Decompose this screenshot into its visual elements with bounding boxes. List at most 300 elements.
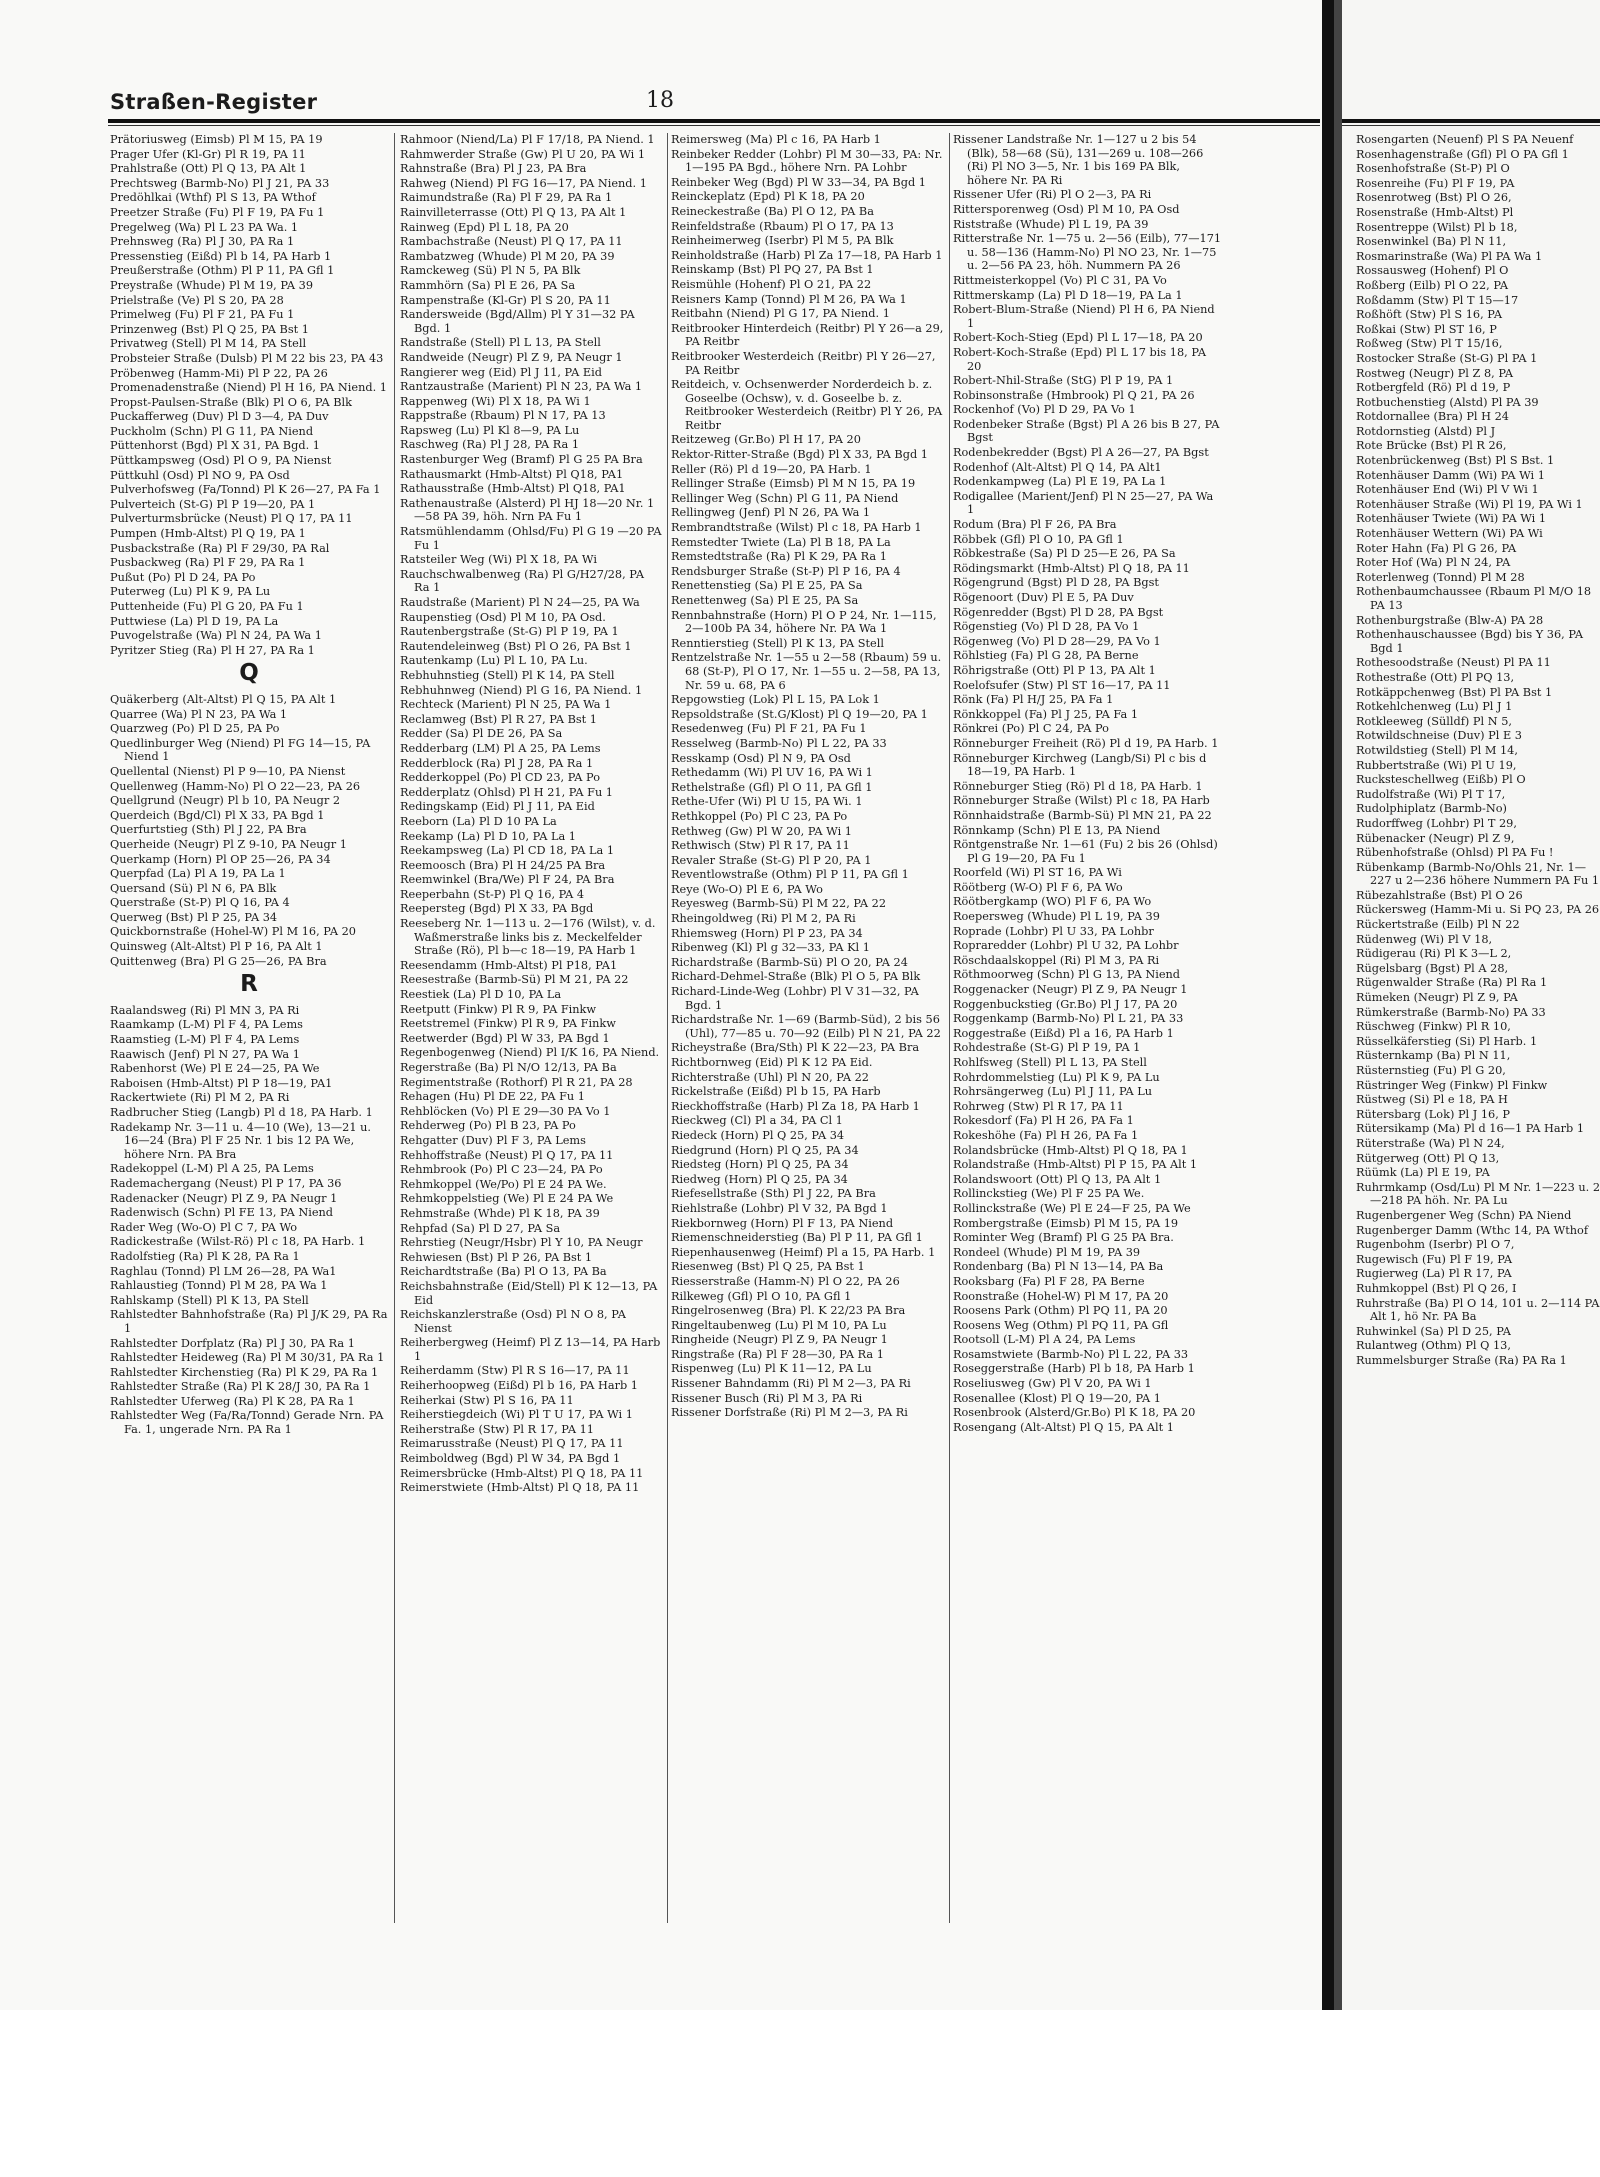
street-entry: Quersand (Sü) Pl N 6, PA Blk [110, 881, 277, 895]
street-entry: Rauchschwalbenweg (Ra) Pl G/H27/28, PA Ra 1 [400, 567, 645, 595]
street-entry: Reimarusstraße (Neust) Pl Q 17, PA 11 [400, 1437, 624, 1451]
street-entry: Rümeken (Neugr) Pl Z 9, PA [1356, 991, 1518, 1005]
street-entry: Puvogelstraße (Wa) Pl N 24, PA Wa 1 [110, 629, 322, 643]
street-entry: Rotenbrückenweg (Bst) Pl S Bst. 1 [1356, 454, 1555, 468]
street-entry: Raboisen (Hmb-Altst) Pl P 18—19, PA1 [110, 1076, 333, 1090]
street-entry: Riepenhausenweg (Heimf) Pl a 15, PA Harb. 1 [671, 1245, 936, 1259]
street-entry: Rispenweg (Lu) Pl K 11—12, PA Lu [671, 1362, 872, 1376]
street-entry: Rossausweg (Hohenf) Pl O [1356, 264, 1509, 278]
street-entry: Pußut (Po) Pl D 24, PA Po [110, 570, 256, 584]
street-entry: Rahlstedter Uferweg (Ra) Pl K 28, PA Ra 1 [110, 1394, 355, 1408]
street-entry: Rokesdorf (Fa) Pl H 26, PA Fa 1 [953, 1114, 1134, 1128]
street-entry: Rosmarinstraße (Wa) Pl PA Wa 1 [1356, 249, 1543, 263]
street-entry: Rüdenweg (Wi) Pl V 18, [1356, 932, 1493, 946]
street-entry: Promenadenstraße (Niend) Pl H 16, PA Niend. 1 [110, 381, 387, 395]
street-entry: Pregelweg (Wa) Pl L 23 PA Wa. 1 [110, 220, 299, 234]
street-entry: Reyesweg (Barmb-Sü) Pl M 22, PA 22 [671, 897, 887, 911]
street-entry: Rehmbrook (Po) Pl C 23—24, PA Po [400, 1163, 603, 1177]
street-entry: Roggenkamp (Barmb-No) Pl L 21, PA 33 [953, 1012, 1184, 1026]
street-entry: Rothesoodstraße (Neust) Pl PA 11 [1356, 656, 1551, 670]
street-entry: Renettenstieg (Sa) Pl E 25, PA Sa [671, 579, 863, 593]
street-entry: Riekbornweg (Horn) Pl F 13, PA Niend [671, 1216, 894, 1230]
street-entry: Rautenkamp (Lu) Pl L 10, PA Lu. [400, 654, 588, 668]
street-entry: Rohrweg (Stw) Pl R 17, PA 11 [953, 1099, 1124, 1113]
street-entry: Ruhrmkamp (Osd/Lu) Pl M Nr. 1—223 u. 2—218 PA höh. Nr. PA Lu [1356, 1180, 1600, 1208]
street-entry: Pulverteich (St-G) Pl P 19—20, PA 1 [110, 497, 316, 511]
street-entry: Richard-Dehmel-Straße (Blk) Pl O 5, PA Blk [671, 970, 921, 984]
street-entry: Rönneburger Freiheit (Rö) Pl d 19, PA Harb. 1 [953, 736, 1219, 750]
street-entry: Rübenhofstraße (Ohlsd) Pl PA Fu ! [1356, 846, 1554, 860]
street-entry: Röhrigstraße (Ott) Pl P 13, PA Alt 1 [953, 663, 1156, 677]
street-entry: Püttenhorst (Bgd) Pl X 31, PA Bgd. 1 [110, 439, 320, 453]
street-entry: Röbbek (Gfl) Pl O 10, PA Gfl 1 [953, 532, 1124, 546]
street-entry: Prehnsweg (Ra) Pl J 30, PA Ra 1 [110, 235, 295, 249]
street-entry: Rennbahnstraße (Horn) Pl O P 24, Nr. 1—115, 2—100b PA 34, höhere Nr. PA Wa 1 [671, 608, 937, 636]
street-entry: Rittersporenweg (Osd) Pl M 10, PA Osd [953, 202, 1180, 216]
street-entry: Rüstringer Weg (Finkw) Pl Finkw [1356, 1078, 1548, 1092]
column-divider [949, 133, 950, 1923]
street-entry: Remstedtstraße (Ra) Pl K 29, PA Ra 1 [671, 550, 887, 564]
street-entry: Rahlstedter Heideweg (Ra) Pl M 30/31, PA Ra 1 [110, 1351, 385, 1365]
street-entry: Reichskanzlerstraße (Osd) Pl N O 8, PA Nienst [400, 1308, 626, 1335]
street-entry: Rotenhäuser Wettern (Wi) PA Wi [1356, 527, 1543, 541]
street-entry: Pulverturmsbrücke (Neust) Pl Q 17, PA 11 [110, 512, 353, 526]
street-entry: Roßkai (Stw) Pl ST 16, P [1356, 322, 1497, 336]
street-entry: Rosenwinkel (Ba) Pl N 11, [1356, 235, 1507, 249]
street-entry: Rammhörn (Sa) Pl E 26, PA Sa [400, 278, 576, 292]
street-entry: Randweide (Neugr) Pl Z 9, PA Neugr 1 [400, 350, 623, 364]
street-entry: Reeperbahn (St-P) Pl Q 16, PA 4 [400, 887, 585, 901]
street-entry: Radekoppel (L-M) Pl A 25, PA Lems [110, 1162, 314, 1176]
street-entry: Reimboldweg (Bgd) Pl W 34, PA Bgd 1 [400, 1452, 621, 1466]
street-entry: Rondenbarg (Ba) Pl N 13—14, PA Ba [953, 1260, 1164, 1274]
street-entry: Renntierstieg (Stell) Pl K 13, PA Stell [671, 636, 884, 650]
street-entry: Redderblock (Ra) Pl J 28, PA Ra 1 [400, 756, 594, 770]
street-entry: Rögenredder (Bgst) Pl D 28, PA Bgst [953, 605, 1164, 619]
street-entry: Rögenweg (Vo) Pl D 28—29, PA Vo 1 [953, 634, 1161, 648]
street-entry: Reekampsweg (La) Pl CD 18, PA La 1 [400, 844, 615, 858]
street-entry: Redingskamp (Eid) Pl J 11, PA Eid [400, 800, 595, 814]
street-entry: Rehmkoppelstieg (We) Pl E 24 PA We [400, 1192, 614, 1206]
street-entry: Rackertwiete (Ri) Pl M 2, PA Ri [110, 1091, 290, 1105]
street-entry: Rieckweg (Cl) Pl a 34, PA Cl 1 [671, 1114, 843, 1128]
street-entry: Preußerstraße (Othm) Pl P 11, PA Gfl 1 [110, 264, 335, 278]
register-column-2 [400, 133, 663, 2003]
street-entry: Rellingweg (Jenf) Pl N 26, PA Wa 1 [671, 506, 871, 520]
street-entry: Raamstieg (L-M) Pl F 4, PA Lems [110, 1033, 300, 1047]
street-entry: Renettenweg (Sa) Pl E 25, PA Sa [671, 594, 859, 607]
street-entry: Roter Hahn (Fa) Pl G 26, PA [1356, 541, 1517, 555]
street-entry: Richterstraße (Uhl) Pl N 20, PA 22 [671, 1070, 869, 1084]
street-entry: Redderbarg (LM) Pl A 25, PA Lems [400, 741, 601, 755]
street-entry: Rönneburger Stieg (Rö) Pl d 18, PA Harb. 1 [953, 779, 1203, 793]
street-entry: Ringeltaubenweg (Lu) Pl M 10, PA Lu [671, 1318, 887, 1332]
street-entry: Robert-Koch-Straße (Epd) Pl L 17 bis 18, PA 20 [953, 345, 1207, 373]
street-entry: Röötbergkamp (WO) Pl F 6, PA Wo [953, 895, 1152, 909]
street-entry: Prätoriusweg (Eimsb) Pl M 15, PA 19 [110, 133, 323, 146]
street-entry: Rohrsängerweg (Lu) Pl J 11, PA Lu [953, 1085, 1153, 1099]
street-entry: Rugenbergener Weg (Schn) PA Niend [1356, 1208, 1572, 1222]
street-entry: Pumpen (Hmb-Altst) Pl Q 19, PA 1 [110, 527, 306, 541]
street-entry: Rehgatter (Duv) Pl F 3, PA Lems [400, 1133, 586, 1147]
street-entry: Rödingsmarkt (Hmb-Altst) Pl Q 18, PA 11 [953, 561, 1190, 575]
street-entry: Roseggerstraße (Harb) Pl b 18, PA Harb 1 [953, 1362, 1195, 1376]
street-entry: Rampenstraße (Kl-Gr) Pl S 20, PA 11 [400, 293, 611, 307]
street-entry: Ringheide (Neugr) Pl Z 9, PA Neugr 1 [671, 1333, 888, 1347]
street-entry: Puckholm (Schn) Pl G 11, PA Niend [110, 424, 314, 438]
street-entry: Rögengrund (Bgst) Pl D 28, PA Bgst [953, 576, 1159, 590]
street-entry: Rudolfstraße (Wi) Pl T 17, [1356, 787, 1506, 801]
street-entry: Rönk (Fa) Pl H/J 25, PA Fa 1 [953, 693, 1114, 707]
street-entry: Rathenaustraße (Alsterd) Pl HJ 18—20 Nr. 1—58 PA 39, höh. Nrn PA Fu 1 [400, 496, 655, 524]
street-entry: Rechteck (Marient) Pl N 25, PA Wa 1 [400, 698, 612, 712]
street-entry: Rodenhof (Alt-Altst) Pl Q 14, PA Alt1 [953, 460, 1162, 474]
street-entry: Redder (Sa) Pl DE 26, PA Sa [400, 727, 563, 741]
street-entry: Pulverhofsweg (Fa/Tonnd) Pl K 26—27, PA Fa 1 [110, 483, 381, 497]
street-entry: Reye (Wo-O) Pl E 6, PA Wo [671, 882, 823, 896]
street-entry: Rodenbekredder (Bgst) Pl A 26—27, PA Bgst [953, 446, 1209, 460]
street-entry: Rosenhofstraße (St-P) Pl O [1356, 162, 1510, 176]
street-entry: Rathausstraße (Hmb-Altst) Pl Q18, PA1 [400, 482, 626, 496]
street-entry: Rotdornstieg (Alstd) Pl J [1356, 424, 1496, 438]
street-entry: Rellinger Straße (Eimsb) Pl M N 15, PA 19 [671, 477, 916, 491]
street-entry: Remstedter Twiete (La) Pl B 18, PA La [671, 535, 891, 549]
street-entry: Quellgrund (Neugr) Pl b 10, PA Neugr 2 [110, 794, 341, 808]
street-entry: Raghlau (Tonnd) Pl LM 26—28, PA Wa1 [110, 1264, 337, 1278]
street-entry: Quellental (Nienst) Pl P 9—10, PA Nienst [110, 764, 346, 778]
street-entry: Raupenstieg (Osd) Pl M 10, PA Osd. [400, 610, 606, 624]
street-entry: Ramckeweg (Sü) Pl N 5, PA Blk [400, 264, 581, 278]
street-entry: Rotbergfeld (Rö) Pl d 19, P [1356, 381, 1511, 395]
street-entry: Rostocker Straße (St-G) Pl PA 1 [1356, 351, 1538, 365]
street-entry: Resselweg (Barmb-No) Pl L 22, PA 33 [671, 736, 887, 750]
street-entry: Reisners Kamp (Tonnd) Pl M 26, PA Wa 1 [671, 292, 907, 306]
street-entry: Rolandsbrücke (Hmb-Altst) Pl Q 18, PA 1 [953, 1143, 1188, 1157]
street-entry: Rissener Landstraße Nr. 1—127 u 2 bis 54 (Blk), 58—68 (Sü), 131—269 u. 108—266 (Ri) Pl NO 3—5, Nr. 1 bis 169 PA Blk, höhere Nr. PA Ri [953, 133, 1204, 187]
street-entry: Rhiemsweg (Horn) Pl P 23, PA 34 [671, 926, 863, 940]
street-entry: Reinbeker Redder (Lohbr) Pl M 30—33, PA: Nr. 1—195 PA Bgd., höhere Nrn. PA Lohbr [671, 147, 943, 175]
street-entry: Raawisch (Jenf) Pl N 27, PA Wa 1 [110, 1047, 300, 1061]
street-entry: Reiherstiegdeich (Wi) Pl T U 17, PA Wi 1 [400, 1408, 633, 1422]
street-entry: Rollinckstraße (We) Pl E 24—F 25, PA We [953, 1201, 1191, 1215]
street-entry: Rominter Weg (Bramf) Pl G 25 PA Bra. [953, 1231, 1174, 1245]
street-entry: Reinbeker Weg (Bgd) Pl W 33—34, PA Bgd 1 [671, 175, 926, 189]
street-entry: Roterlenweg (Tonnd) Pl M 28 [1356, 570, 1525, 584]
street-entry: Ruhwinkel (Sa) Pl D 25, PA [1356, 1324, 1511, 1338]
street-entry: Rautenbergstraße (St-G) Pl P 19, PA 1 [400, 625, 619, 639]
street-entry: Rüsternstieg (Fu) Pl G 20, [1356, 1064, 1506, 1077]
page-header-title: Straßen-Register [110, 90, 318, 114]
street-entry: Rotwildschneise (Duv) Pl E 3 [1356, 729, 1522, 743]
street-entry: Reiherstraße (Stw) Pl R 17, PA 11 [400, 1422, 594, 1436]
street-entry: Querheide (Neugr) Pl Z 9-10, PA Neugr 1 [110, 837, 347, 851]
street-entry: Quinsweg (Alt-Altst) Pl P 16, PA Alt 1 [110, 940, 323, 954]
street-entry: Pröbenweg (Hamm-Mi) Pl P 22, PA 26 [110, 366, 328, 380]
street-entry: Quedlinburger Weg (Niend) Pl FG 14—15, PA Niend 1 [110, 736, 371, 764]
street-entry: Roepersweg (Whude) Pl L 19, PA 39 [953, 910, 1160, 924]
street-entry: Rote Brücke (Bst) Pl R 26, [1356, 439, 1507, 453]
street-entry: Rooksbarg (Fa) Pl F 28, PA Berne [953, 1274, 1145, 1288]
header-rule-thick [1342, 119, 1600, 123]
street-entry: Rethedamm (Wi) Pl UV 16, PA Wi 1 [671, 766, 873, 780]
street-entry: Rissener Busch (Ri) Pl M 3, PA Ri [671, 1391, 863, 1405]
street-entry: Rotkehlchenweg (Lu) Pl J 1 [1356, 700, 1513, 714]
street-entry: Reineckestraße (Ba) Pl O 12, PA Ba [671, 204, 874, 218]
register-column-3 [671, 133, 946, 2003]
street-entry: Ruhrstraße (Ba) Pl O 14, 101 u. 2—114 PA Alt 1, hö Nr. PA Ba [1356, 1296, 1600, 1324]
street-entry: Rüsselkäferstieg (Si) Pl Harb. 1 [1356, 1034, 1538, 1048]
street-entry: Rehblöcken (Vo) Pl E 29—30 PA Vo 1 [400, 1104, 611, 1118]
street-entry: Rübenkamp (Barmb-No/Ohls 21, Nr. 1—227 u 2—236 höhere Nummern PA Fu 1 [1356, 860, 1600, 888]
street-entry: Ringelrosenweg (Bra) Pl. K 22/23 PA Bra [671, 1304, 906, 1318]
street-entry: Roosens Park (Othm) Pl PQ 11, PA 20 [953, 1304, 1168, 1318]
street-entry: Rebhuhnstieg (Stell) Pl K 14, PA Stell [400, 668, 615, 682]
street-entry: Reesestraße (Barmb-Sü) Pl M 21, PA 22 [400, 973, 629, 987]
street-entry: Rügelsbarg (Bgst) Pl A 28, [1356, 961, 1509, 975]
street-entry: Reetstremel (Finkw) Pl R 9, PA Finkw [400, 1017, 616, 1031]
street-entry: Rendsburger Straße (St-P) Pl P 16, PA 4 [671, 564, 901, 578]
street-entry: Prinzenweg (Bst) Pl Q 25, PA Bst 1 [110, 322, 309, 336]
street-entry: Rader Weg (Wo-O) Pl C 7, PA Wo [110, 1220, 298, 1234]
street-entry: Riesenweg (Bst) Pl Q 25, PA Bst 1 [671, 1260, 865, 1274]
street-entry: Rambatzweg (Whude) Pl M 20, PA 39 [400, 249, 615, 263]
street-entry: Rondeel (Whude) Pl M 19, PA 39 [953, 1245, 1141, 1259]
street-entry: Rotbuchenstieg (Alstd) Pl PA 39 [1356, 395, 1539, 409]
street-entry: Reinholdstraße (Harb) Pl Za 17—18, PA Harb 1 [671, 248, 943, 262]
street-entry: Randstraße (Stell) Pl L 13, PA Stell [400, 336, 601, 350]
street-entry: Radolfstieg (Ra) Pl K 28, PA Ra 1 [110, 1249, 300, 1263]
street-entry: Rüstweg (Si) Pl e 18, PA H [1356, 1093, 1508, 1107]
street-entry: Rolandswoort (Ott) Pl Q 13, PA Alt 1 [953, 1172, 1162, 1186]
street-entry: Rahlstedter Kirchenstieg (Ra) Pl K 29, PA Ra 1 [110, 1365, 379, 1379]
street-entry: Rosenhagenstraße (Gfl) Pl O PA Gfl 1 [1356, 147, 1569, 161]
street-entry: Rembrandtstraße (Wilst) Pl c 18, PA Harb 1 [671, 521, 922, 535]
street-entry: Rugewisch (Fu) Pl F 19, PA [1356, 1252, 1513, 1266]
street-entry: Rügenwalder Straße (Ra) Pl Ra 1 [1356, 976, 1548, 990]
street-entry: Röbkestraße (Sa) Pl D 25—E 26, PA Sa [953, 547, 1176, 561]
street-entry: Richard-Linde-Weg (Lohbr) Pl V 31—32, PA Bgd. 1 [671, 985, 919, 1012]
street-entry: Rastenburger Weg (Bramf) Pl G 25 PA Bra [400, 453, 643, 467]
street-entry: Robert-Koch-Stieg (Epd) Pl L 17—18, PA 20 [953, 331, 1203, 345]
street-entry: Rüdigerau (Ri) Pl K 3—L 2, [1356, 947, 1512, 961]
street-entry: Reitbrooker Westerdeich (Reitbr) Pl Y 26—27, PA Reitbr [671, 349, 936, 377]
street-entry: Quarree (Wa) Pl N 23, PA Wa 1 [110, 707, 288, 721]
column-divider [394, 133, 395, 1923]
street-entry: Rosenreihe (Fu) Pl F 19, PA [1356, 176, 1515, 190]
street-entry: Rothenhauschaussee (Bgd) bis Y 36, PA Bgd 1 [1356, 628, 1584, 655]
street-entry: Rudorffweg (Lohbr) Pl T 29, [1356, 816, 1517, 830]
street-entry: Rüschweg (Finkw) Pl R 10, [1356, 1020, 1511, 1034]
section-letter: R [240, 971, 258, 998]
street-entry: Radickestraße (Wilst-Rö) Pl c 18, PA Harb. 1 [110, 1235, 366, 1249]
street-entry: Reestiek (La) Pl D 10, PA La [400, 988, 562, 1002]
register-column-4 [953, 133, 1223, 2003]
street-entry: Puterweg (Lu) Pl K 9, PA Lu [110, 585, 271, 599]
street-entry: Röthmoorweg (Schn) Pl G 13, PA Niend [953, 968, 1181, 982]
street-entry: Prager Ufer (Kl-Gr) Pl R 19, PA 11 [110, 147, 306, 161]
street-entry: Primelweg (Fu) Pl F 21, PA Fu 1 [110, 308, 295, 322]
street-entry: Querkamp (Horn) Pl OP 25—26, PA 34 [110, 852, 331, 866]
street-entry: Rosentreppe (Wilst) Pl b 18, [1356, 220, 1518, 234]
street-entry: Rehderweg (Po) Pl B 23, PA Po [400, 1119, 576, 1133]
street-entry: Rohrdommelstieg (Lu) Pl K 9, PA Lu [953, 1070, 1160, 1084]
street-entry: Röschdaalskoppel (Ri) Pl M 3, PA Ri [953, 953, 1160, 967]
street-entry: Roggenbuckstieg (Gr.Bo) Pl J 17, PA 20 [953, 997, 1178, 1011]
street-entry: Pressenstieg (Eißd) Pl b 14, PA Harb 1 [110, 249, 332, 263]
street-entry: Rotdornallee (Bra) Pl H 24 [1356, 410, 1509, 424]
street-entry: Rahlstedter Weg (Fa/Ra/Tonnd) Gerade Nrn. PA Fa. 1, ungerade Nrn. PA Ra 1 [110, 1409, 384, 1437]
street-entry: Roter Hof (Wa) Pl N 24, PA [1356, 556, 1511, 570]
street-entry: Reinckeplatz (Epd) Pl K 18, PA 20 [671, 190, 865, 204]
street-entry: Riedgrund (Horn) Pl Q 25, PA 34 [671, 1143, 859, 1157]
street-entry: Reventlowstraße (Othm) Pl P 11, PA Gfl 1 [671, 868, 909, 882]
street-entry: Rotkleeweg (Sülldf) Pl N 5, [1356, 714, 1512, 728]
street-entry: Rittmerskamp (La) Pl D 18—19, PA La 1 [953, 288, 1183, 302]
street-entry: Roprade (Lohbr) Pl U 33, PA Lohbr [953, 924, 1154, 938]
street-entry: Rümkerstraße (Barmb-No) PA 33 [1356, 1005, 1546, 1019]
street-entry: Querdeich (Bgd/Cl) Pl X 33, PA Bgd 1 [110, 808, 325, 822]
street-entry: Resskamp (Osd) Pl N 9, PA Osd [671, 751, 851, 765]
street-entry: Rubbertstraße (Wi) Pl U 19, [1356, 758, 1517, 772]
street-entry: Rulantweg (Othm) Pl Q 13, [1356, 1339, 1511, 1353]
street-entry: Rahlstedter Dorfplatz (Ra) Pl J 30, PA Ra 1 [110, 1336, 355, 1350]
street-entry: Revaler Straße (St-G) Pl P 20, PA 1 [671, 853, 872, 867]
street-entry: Querstraße (St-P) Pl Q 16, PA 4 [110, 896, 290, 910]
street-entry: Rönneburger Kirchweg (Langb/Si) Pl c bis d 18—19, PA Harb. 1 [953, 751, 1207, 779]
street-entry: Ruhmkoppel (Bst) Pl Q 26, I [1356, 1281, 1517, 1295]
street-entry: Rütersbarg (Lok) Pl J 16, P [1356, 1107, 1511, 1121]
street-entry: Rittmeisterkoppel (Vo) Pl C 31, PA Vo [953, 273, 1167, 287]
street-entry: Reitzeweg (Gr.Bo) Pl H 17, PA 20 [671, 433, 861, 447]
street-entry: Rucksteschellweg (Eißb) Pl O [1356, 773, 1526, 787]
street-entry: Riedsteg (Horn) Pl Q 25, PA 34 [671, 1158, 849, 1172]
street-entry: Roosens Weg (Othm) Pl PQ 11, PA Gfl [953, 1318, 1169, 1332]
street-entry: Rombergstraße (Eimsb) Pl M 15, PA 19 [953, 1216, 1179, 1230]
street-entry: Rehagen (Hu) Pl DE 22, PA Fu 1 [400, 1090, 585, 1104]
street-entry: Reichsbahnstraße (Eid/Stell) Pl K 12—13, PA Eid [400, 1279, 658, 1307]
street-entry: Rüterstraße (Wa) Pl N 24, [1356, 1136, 1505, 1150]
street-entry: Reimersbrücke (Hmb-Altst) Pl Q 18, PA 11 [400, 1466, 644, 1480]
column-divider [667, 133, 668, 1923]
street-entry: Rellinger Weg (Schn) Pl G 11, PA Niend [671, 491, 899, 505]
street-entry: Rentzelstraße Nr. 1—55 u 2—58 (Rbaum) 59 u. 68 (St-P), Pl O 17, Nr. 1—55 u. 2—58, PA 13, Nr. 59 u. 68, PA 6 [671, 651, 942, 692]
street-entry: Ratsmühlendamm (Ohlsd/Fu) Pl G 19 —20 PA Fu 1 [400, 525, 662, 552]
street-entry: Riesserstraße (Hamm-N) Pl O 22, PA 26 [671, 1274, 900, 1288]
street-entry: Raalandsweg (Ri) Pl MN 3, PA Ri [110, 1003, 300, 1017]
street-entry: Reismühle (Hohenf) Pl O 21, PA 22 [671, 277, 872, 291]
street-entry: Rademachergang (Neust) Pl P 17, PA 36 [110, 1176, 342, 1190]
street-entry: Rosengang (Alt-Altst) Pl Q 15, PA Alt 1 [953, 1420, 1174, 1434]
street-entry: Rapsweg (Lu) Pl Kl 8—9, PA Lu [400, 423, 580, 437]
street-entry: Roggenacker (Neugr) Pl Z 9, PA Neugr 1 [953, 983, 1188, 997]
street-entry: Rüsternkamp (Ba) Pl N 11, [1356, 1049, 1511, 1063]
street-entry: Rückersweg (Hamm-Mi u. Si PQ 23, PA 26 [1356, 903, 1600, 917]
street-entry: Rokeshöhe (Fa) Pl H 26, PA Fa 1 [953, 1128, 1139, 1142]
street-entry: Rethkoppel (Po) Pl C 23, PA Po [671, 809, 848, 823]
street-entry: Preetzer Straße (Fu) Pl F 19, PA Fu 1 [110, 205, 325, 219]
street-entry: Propst-Paulsen-Straße (Blk) Pl O 6, PA Blk [110, 395, 352, 409]
street-entry: Radbrucher Stieg (Langb) Pl d 18, PA Harb. 1 [110, 1106, 373, 1119]
street-entry: Rotkäppchenweg (Bst) Pl PA Bst 1 [1356, 685, 1553, 699]
street-entry: Reemwinkel (Bra/We) Pl F 24, PA Bra [400, 873, 615, 887]
street-entry: Reinfeldstraße (Rbaum) Pl O 17, PA 13 [671, 219, 894, 233]
street-entry: Rethwisch (Stw) Pl R 17, PA 11 [671, 839, 850, 853]
street-entry: Robert-Blum-Straße (Niend) Pl H 6, PA Niend 1 [953, 303, 1215, 330]
street-entry: Reitbahn (Niend) Pl G 17, PA Niend. 1 [671, 307, 890, 321]
street-entry: Reclamweg (Bst) Pl R 27, PA Bst 1 [400, 712, 597, 726]
street-entry: Rainweg (Epd) Pl L 18, PA 20 [400, 220, 569, 234]
street-entry: Rabenhorst (We) Pl E 24—25, PA We [110, 1062, 320, 1076]
street-entry: Puttenheide (Fu) Pl G 20, PA Fu 1 [110, 600, 304, 613]
street-entry: Rektor-Ritter-Straße (Bgd) Pl X 33, PA Bgd 1 [671, 448, 928, 462]
street-entry: Rotenhäuser Straße (Wi) Pl 19, PA Wi 1 [1356, 497, 1583, 511]
street-entry: Rönkkoppel (Fa) Pl J 25, PA Fa 1 [953, 707, 1139, 721]
street-entry: Röntgenstraße Nr. 1—61 (Fu) 2 bis 26 (Ohlsd) Pl G 19—20, PA Fu 1 [953, 838, 1218, 865]
street-entry: Rolandstraße (Hmb-Altst) Pl P 15, PA Alt 1 [953, 1158, 1198, 1172]
street-entry: Rissener Dorfstraße (Ri) Pl M 2—3, PA Ri [671, 1406, 908, 1420]
street-entry: Rübezahlstraße (Bst) Pl O 26 [1356, 888, 1523, 902]
street-entry: Ribenweg (Kl) Pl g 32—33, PA Kl 1 [671, 941, 870, 955]
street-entry: Rehhoffstraße (Neust) Pl Q 17, PA 11 [400, 1148, 614, 1162]
street-entry: Rummelsburger Straße (Ra) PA Ra 1 [1356, 1353, 1567, 1367]
header-rule-thick [108, 119, 1320, 123]
street-entry: Robert-Nhil-Straße (StG) Pl P 19, PA 1 [953, 374, 1174, 388]
street-entry: Querfurtstieg (Sth) Pl J 22, PA Bra [110, 823, 307, 837]
street-entry: Repsoldstraße (St.G/Klost) Pl Q 19—20, PA 1 [671, 707, 928, 721]
street-entry: Probsteier Straße (Dulsb) Pl M 22 bis 23, PA 43 [110, 351, 384, 365]
street-entry: Richardstraße (Barmb-Sü) Pl O 20, PA 24 [671, 955, 908, 969]
street-entry: Richeystraße (Bra/Sth) Pl K 22—23, PA Bra [671, 1041, 920, 1055]
street-entry: Rodenkampweg (La) Pl E 19, PA La 1 [953, 475, 1167, 489]
street-entry: Querpfad (La) Pl A 19, PA La 1 [110, 867, 286, 881]
street-entry: Privatweg (Stell) Pl M 14, PA Stell [110, 337, 307, 351]
street-entry: Reimersweg (Ma) Pl c 16, PA Harb 1 [671, 133, 881, 146]
street-entry: Reitbrooker Hinterdeich (Reitbr) Pl Y 26—a 29, PA Reitbr [671, 321, 944, 349]
street-entry: Rautendeleinweg (Bst) Pl O 26, PA Bst 1 [400, 639, 632, 653]
street-entry: Raamkamp (L-M) Pl F 4, PA Lems [110, 1018, 303, 1032]
street-entry: Rosamstwiete (Barmb-No) Pl L 22, PA 33 [953, 1347, 1189, 1361]
street-entry: Ratsteiler Weg (Wi) Pl X 18, PA Wi [400, 553, 597, 567]
street-entry: Rosenallee (Klost) Pl Q 19—20, PA 1 [953, 1391, 1161, 1405]
street-entry: Roorfeld (Wi) Pl ST 16, PA Wi [953, 866, 1122, 880]
street-entry: Rohdestraße (St-G) Pl P 19, PA 1 [953, 1041, 1141, 1055]
street-entry: Röötberg (W-O) Pl F 6, PA Wo [953, 880, 1123, 894]
street-entry: Rückertstraße (Eilb) Pl N 22 [1356, 918, 1520, 932]
street-entry: Predöhlkai (Wthf) Pl S 13, PA Wthof [110, 191, 316, 205]
street-entry: Repgowstieg (Lok) Pl L 15, PA Lok 1 [671, 693, 880, 707]
street-entry: Rathausmarkt (Hmb-Altst) Pl Q18, PA1 [400, 467, 624, 481]
street-entry: Rethelstraße (Gfl) Pl O 11, PA Gfl 1 [671, 780, 873, 794]
street-entry: Rütersikamp (Ma) Pl d 16—1 PA Harb 1 [1356, 1122, 1585, 1136]
street-entry: Quittenweg (Bra) Pl G 25—26, PA Bra [110, 954, 327, 968]
street-entry: Rickelstraße (Eißd) Pl b 15, PA Harb [671, 1085, 881, 1099]
street-entry: Roßweg (Stw) Pl T 15/16, [1356, 337, 1503, 351]
street-entry: Reiherbergweg (Heimf) Pl Z 13—14, PA Harb 1 [400, 1336, 661, 1363]
street-entry: Raschweg (Ra) Pl J 28, PA Ra 1 [400, 438, 580, 452]
street-entry: Rugenberger Damm (Wthc 14, PA Wthof [1356, 1223, 1589, 1237]
street-entry: Rehrstieg (Neugr/Hsbr) Pl Y 10, PA Neugr [400, 1236, 643, 1250]
street-entry: Rübenacker (Neugr) Pl Z 9, [1356, 831, 1515, 845]
street-entry: Rehmstraße (Whde) Pl K 18, PA 39 [400, 1206, 600, 1220]
street-entry: Roßhöft (Stw) Pl S 16, PA [1356, 308, 1503, 322]
street-entry: Rootsoll (L-M) Pl A 24, PA Lems [953, 1333, 1136, 1347]
street-entry: Resedenweg (Fu) Pl F 21, PA Fu 1 [671, 722, 867, 736]
street-entry: Rethweg (Gw) Pl W 20, PA Wi 1 [671, 824, 852, 838]
street-entry: Riedweg (Horn) Pl Q 25, PA 34 [671, 1172, 848, 1186]
street-entry: Riststraße (Whude) Pl L 19, PA 39 [953, 217, 1149, 231]
scan-background [0, 2010, 1600, 2177]
street-entry: Rollinckstieg (We) Pl F 25 PA We. [953, 1187, 1145, 1201]
